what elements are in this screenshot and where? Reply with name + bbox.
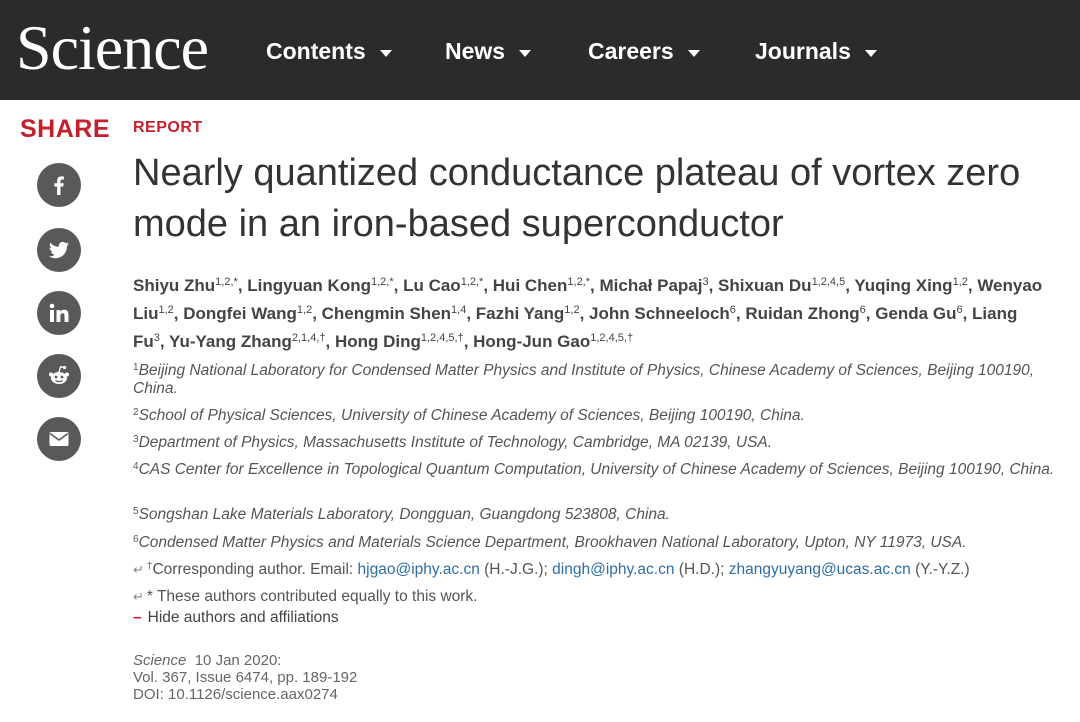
email-link-ding[interactable]: dingh@iphy.ac.cn [552, 561, 675, 578]
author-name-text: Chengmin Shen [321, 304, 452, 323]
affiliation-text: Condensed Matter Physics and Materials Science Department, Brookhaven National Laboratory, Upton, NY 11973, USA. [138, 534, 967, 551]
author-name[interactable] [854, 276, 968, 295]
hide-authors-label: Hide authors and affiliations [147, 609, 339, 626]
affiliation-6 [133, 534, 1063, 552]
publication-date: 10 Jan 2020: [194, 652, 282, 669]
affiliation-2 [133, 407, 1063, 425]
author-name[interactable] [247, 276, 393, 295]
citation-line-1 [133, 652, 357, 669]
chevron-down-icon [519, 50, 531, 57]
share-reddit-button[interactable] [37, 354, 81, 398]
author-affiliation-marker: 1,2,4,5,† [590, 332, 634, 344]
author-name[interactable] [875, 304, 962, 323]
email-icon [47, 427, 71, 451]
chevron-down-icon [865, 50, 877, 57]
hide-authors-toggle[interactable] [133, 609, 339, 627]
share-twitter-button[interactable] [37, 228, 81, 272]
author-name-text: Genda Gu [875, 304, 957, 323]
author-name-text: Shixuan Du [718, 276, 812, 295]
minus-icon: – [133, 609, 142, 626]
return-arrow-icon[interactable]: ↵ [133, 562, 144, 577]
author-affiliation-marker: 1,2 [296, 304, 313, 316]
equal-contribution-text: * These authors contributed equally to this work. [146, 588, 478, 605]
affiliation-5 [133, 506, 1063, 524]
author-affiliation-marker: 2,1,4,† [291, 332, 326, 344]
author-name-text: Hui Chen [492, 276, 568, 295]
author-affiliation-marker: 1,2,* [460, 276, 484, 288]
author-affiliation-marker: 1,2,4,5,† [420, 332, 464, 344]
author-name[interactable] [183, 304, 312, 323]
author-affiliation-marker: 1,4 [451, 304, 467, 316]
corresponding-author [133, 561, 970, 579]
share-facebook-button[interactable] [37, 163, 81, 207]
affiliation-number: 1 [133, 362, 139, 373]
author-name-text: Hong Ding [334, 332, 421, 351]
author-name-text: Shiyu Zhu [133, 276, 216, 295]
affiliation-text: CAS Center for Excellence in Topological Quantum Computation, University of Chinese Academy of Sciences, Beijing 100190, China. [138, 461, 1055, 478]
author-affiliation-marker: 1,2,* [215, 276, 238, 288]
science-logo[interactable]: Science [16, 12, 208, 83]
author-name[interactable] [476, 304, 580, 323]
author-list: Shiyu Zhu$^{1,2,*}$, Lingyuan Kong$^{1,2,*}$, Lu Cao$^{1,2,*}$, Hui Chen$^{1,2,*}$, Michał Papaj$^3$, Shixuan Du$^{1,2,4,5}$, Yuqing Xing$^{1,2}$, Wenyao Liu$^{1,2}$, Dongfei Wang$^{1,2}$, Chengmin Shen$^{1,4}$, Fazhi Yang$^{1,2}$, John Schneeloch$^6$, Ruidan Zhong$^6$, Genda Gu$^6$, Liang Fu$^3$, Yu-Yang Zhang$^{2,1,4,\dagger}$, Hong Ding$^{1,2,4,5,\dagger}$, Hong-Jun Gao$^{1,2,4,5,\dagger}$ [133, 276, 1043, 351]
affiliation-number: 2 [133, 407, 139, 418]
author-name[interactable] [473, 332, 633, 351]
affiliation-number: 3 [133, 434, 139, 445]
author-name-text: Liang Fu [133, 304, 1018, 351]
author-name[interactable] [599, 276, 708, 295]
author-name[interactable] [718, 276, 845, 295]
author-name[interactable] [403, 276, 483, 295]
author-affiliation-marker: 1,2 [952, 276, 968, 288]
corresponding-prefix: Corresponding author. Email: [152, 561, 358, 578]
author-name-text: Wenyao Liu [133, 276, 1043, 323]
affiliation-3 [133, 434, 1063, 452]
article-type-label: REPORT [133, 119, 203, 136]
return-arrow-icon[interactable]: ↵ [133, 589, 144, 604]
share-email-button[interactable] [37, 417, 81, 461]
author-name-text: Lu Cao [403, 276, 461, 295]
volume-info: Vol. 367, Issue 6474, pp. 189-192 [133, 669, 358, 686]
author-name[interactable] [745, 304, 865, 323]
nav-journals-label: Journals [755, 38, 851, 64]
author-name[interactable] [133, 276, 238, 295]
share-label: SHARE [20, 115, 111, 143]
reddit-icon [46, 363, 72, 389]
author-affiliation-marker: 6 [956, 304, 963, 316]
chevron-down-icon [688, 50, 700, 57]
author-name-text: John Schneeloch [589, 304, 730, 323]
citation-block [133, 652, 357, 703]
email-initials: (H.D.); [674, 561, 729, 578]
author-name-text: Dongfei Wang [183, 304, 297, 323]
author-name-text: Ruidan Zhong [745, 304, 860, 323]
twitter-icon [47, 238, 71, 262]
author-name[interactable] [493, 276, 590, 295]
author-name-text: Fazhi Yang [475, 304, 565, 323]
email-link-gao[interactable]: hjgao@iphy.ac.cn [357, 561, 480, 578]
email-initials: (Y.-Y.Z.) [910, 561, 970, 578]
affiliation-number: 4 [133, 461, 139, 472]
author-affiliation-marker: 3 [153, 332, 160, 344]
journal-name: Science [133, 652, 187, 669]
doi: DOI: 10.1126/science.aax0274 [133, 686, 338, 703]
author-affiliation-marker: 1,2,4,5 [811, 276, 846, 288]
chevron-down-icon [380, 50, 392, 57]
author-name-text: Yu-Yang Zhang [169, 332, 292, 351]
nav-news[interactable] [445, 38, 531, 65]
affiliation-1 [133, 362, 1063, 398]
author-name-text: Hong-Jun Gao [473, 332, 591, 351]
facebook-icon [47, 173, 71, 197]
affiliation-text: Songshan Lake Materials Laboratory, Dongguan, Guangdong 523808, China. [138, 506, 670, 523]
author-affiliation-marker: 3 [702, 276, 709, 288]
affiliation-4 [133, 461, 1063, 479]
nav-careers-label: Careers [588, 38, 674, 64]
author-affiliation-marker: 1,2 [158, 304, 174, 316]
email-initials: (H.-J.G.); [479, 561, 553, 578]
author-affiliation-marker: 1,2 [564, 304, 580, 316]
nav-careers[interactable] [588, 38, 700, 65]
author-name-text: Lingyuan Kong [247, 276, 371, 295]
corresponding-symbol: † [146, 561, 153, 572]
author-name-text: Yuqing Xing [854, 276, 953, 295]
nav-journals[interactable] [755, 38, 877, 65]
author-name-text: Michał Papaj [599, 276, 703, 295]
equal-contribution-note [133, 588, 477, 606]
share-linkedin-button[interactable] [37, 291, 81, 335]
top-navigation-bar [0, 0, 1080, 100]
author-name[interactable] [322, 304, 467, 323]
affiliation-number: 6 [133, 534, 139, 545]
affiliation-text: School of Physical Sciences, University of Chinese Academy of Sciences, Beijing 100190, China. [138, 407, 805, 424]
author-name[interactable] [335, 332, 464, 351]
author-affiliation-marker: 1,2,* [370, 276, 394, 288]
author-affiliation-marker: 6 [859, 304, 866, 316]
email-link-zhang[interactable]: zhangyuyang@ucas.ac.cn [728, 561, 911, 578]
nav-contents[interactable] [266, 38, 392, 65]
author-affiliation-marker: 1,2,* [567, 276, 591, 288]
affiliation-text: Department of Physics, Massachusetts Institute of Technology, Cambridge, MA 02139, USA. [138, 434, 773, 451]
author-affiliation-marker: 6 [729, 304, 736, 316]
affiliation-text: Beijing National Laboratory for Condensed Matter Physics and Institute of Physics, Chinese Academy of Sciences, Beijing 100190, China. [133, 362, 1035, 397]
author-name[interactable] [589, 304, 736, 323]
nav-contents-label: Contents [266, 38, 366, 64]
affiliation-number: 5 [133, 506, 139, 517]
linkedin-icon [47, 301, 71, 325]
article-title: Nearly quantized conductance plateau of vortex zero mode in an iron-based superconductor [133, 152, 1021, 245]
author-name[interactable] [169, 332, 325, 351]
nav-news-label: News [445, 38, 506, 64]
